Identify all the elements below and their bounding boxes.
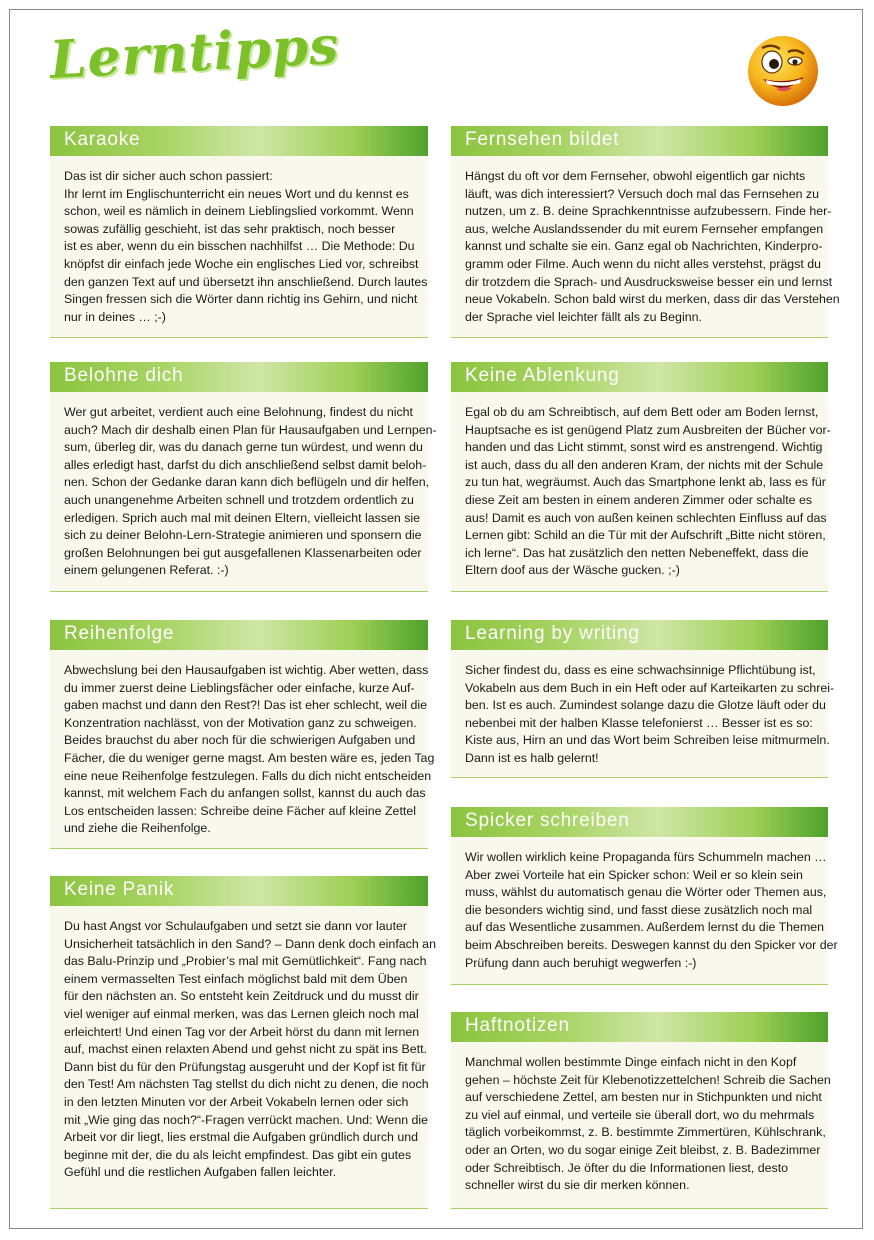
text-line: beginne mit der, die du als leicht empfindest. Das gibt ein gutes	[64, 1147, 412, 1162]
text-line: aus! Damit es auch von außen keinen schlechten Einfluss auf das	[465, 510, 827, 525]
text-line: großen Belohnungen bei gut ausgefallenen Klassenarbeiten oder	[64, 545, 422, 560]
text-line: Vokabeln aus dem Buch in ein Heft oder auf Karteikarten zu schrei-	[465, 680, 835, 695]
text-line: alles erledigt hast, darfst du dich anschließend selbst damit beloh-	[64, 457, 427, 472]
text-line: zu tun hat, wegräumst. Auch das Smartphone lenkt ab, lass es für	[465, 475, 826, 490]
card-text	[451, 392, 831, 580]
text-line: dir trotzdem die Sprach- und Ausdrucksweise besser ein und lernst	[465, 274, 833, 289]
text-line: Singen fressen sich die Wörter dann richtig ins Gehirn, und nicht	[64, 292, 418, 307]
text-line: Sicher findest du, dass es eine schwachsinnige Pflichtübung ist,	[465, 663, 816, 677]
text-line: Hauptsache es ist genügend Platz zum Ausbreiten der Bücher vor-	[465, 422, 831, 437]
text-line: den Test! Am nächsten Tag stellst du dich nicht zu denen, die noch	[64, 1077, 429, 1092]
text-line: Abwechslung bei den Hausaufgaben ist wichtig. Aber wetten, dass	[64, 663, 429, 677]
card-text	[50, 156, 428, 326]
text-line: Dann ist es halb gelernt!	[465, 750, 599, 765]
text-line: oder an Orten, wo du sogar einige Zeit bleibst, z. B. Badezimmer	[465, 1142, 821, 1157]
tip-card-belohne-dich	[50, 362, 437, 592]
text-line: das Balu-Prinzip und „Probier’s mal mit Gemütlichkeit“. Fang nach	[64, 954, 427, 969]
text-line: ich lerne“. Das hat zusätzlich den netten Nebeneffekt, dass die	[465, 545, 809, 560]
text-line: erleichtert! Und einen Tag vor der Arbeit hörst du dann mit lernen	[64, 1024, 420, 1039]
text-line: Unsicherheit tatsächlich in den Sand? – Dann denk doch einfach an	[64, 936, 436, 951]
text-line: knöpfst dir einfach jede Woche ein englisches Lied vor, schreibst	[64, 256, 419, 271]
text-line: kannst und schalte sie ein. Ganz egal ob Nachrichten, Kinderpro-	[465, 239, 823, 254]
tip-card-karaoke	[50, 126, 428, 338]
text-line: gaben machst und dann den Rest?! Das ist eher schlecht, weil die	[64, 698, 427, 713]
text-line: ist es aber, wenn du ein bisschen nachhilfst … Die Methode: Du	[64, 239, 415, 254]
tip-card-haftnotizen	[451, 1012, 831, 1209]
text-line: schneller wirst du sie dir merken können.	[465, 1178, 690, 1193]
text-line: Los entscheiden lassen: Schreibe deine Fächer auf kleine Zettel	[64, 803, 416, 818]
text-line: aus, welche Auslandssender du mit eurem Fernseher empfangen	[465, 221, 824, 236]
tip-card-keine-panik	[50, 876, 436, 1209]
text-line: ben. Ist es auch. Zumindest solange dazu die Glotze läuft oder du	[465, 698, 826, 713]
text-line: Lernen gibt: Schild an die Tür mit der Aufschrift „Bitte nicht stören,	[465, 528, 826, 543]
text-line: Beides brauchst du aber noch für die schwierigen Aufgaben und	[64, 733, 416, 748]
text-line: auch? Mach dir deshalb einen Plan für Hausaufgaben und Lernpen-	[64, 422, 437, 437]
text-line: Egal ob du am Schreibtisch, auf dem Bett oder am Boden lernst,	[465, 405, 819, 419]
text-line: Eltern doof aus der Wäsche gucken. ;-)	[465, 563, 680, 578]
text-line: ist auch, dass du all den anderen Kram, der nichts mit der Schule	[465, 457, 824, 472]
card-text	[50, 650, 435, 838]
page-title: Lerntipps	[48, 14, 341, 91]
card-title: Keine Panik	[50, 876, 428, 906]
text-line: nur in deines … ;-)	[64, 309, 166, 324]
text-line: diese Zeit am besten in einem anderen Zimmer oder schalte es	[465, 492, 813, 507]
text-line: Aber zwei Vorteile hat ein Spicker schon: Weil er so klein sein	[465, 867, 803, 882]
text-line: einem gelungenen Referat. :-)	[64, 563, 229, 578]
card-text	[451, 156, 840, 326]
card-title: Reihenfolge	[50, 620, 428, 650]
card-title: Learning by writing	[451, 620, 828, 650]
tip-card-fernsehen-bildet	[451, 126, 840, 338]
text-line: Du hast Angst vor Schulaufgaben und setzt sie dann vor lauter	[64, 919, 408, 933]
text-line: beim Abschreiben bereits. Deswegen kannst du den Spicker vor der	[465, 937, 838, 952]
text-line: der Sprache viel leichter fällt als zu Beginn.	[465, 309, 702, 324]
tip-card-keine-ablenkung	[451, 362, 831, 592]
text-line: Wer gut arbeitet, verdient auch eine Belohnung, findest du nicht	[64, 405, 414, 419]
text-line: einem vermasselten Test einfach möglichst bald mit dem Üben	[64, 971, 408, 986]
text-line: läuft, was dich interessiert? Versuch doch mal das Fernsehen zu	[465, 186, 820, 201]
text-line: Konzentration nachlässt, von der Motivation ganz zu schweigen.	[64, 715, 417, 730]
text-line: und ziehe die Reihenfolge.	[64, 821, 211, 836]
card-title: Keine Ablenkung	[451, 362, 828, 392]
tip-card-learning-by-writing	[451, 620, 835, 778]
text-line: auf das Wesentliche zusammen. Außerdem lernst du die Themen	[465, 920, 825, 935]
text-line: für den nächsten an. So entsteht kein Zeitdruck und du musst dir	[64, 989, 419, 1004]
text-line: neue Vokabeln. Schon bald wirst du merken, dass dir das Verstehen	[465, 292, 840, 307]
text-line: Kiste aus, Hirn an und das Wort beim Schreiben leise mitmurmeln.	[465, 733, 830, 748]
text-line: Ihr lernt im Englischunterricht ein neues Wort und du kennst es	[64, 186, 409, 201]
card-title: Fernsehen bildet	[451, 126, 828, 156]
text-line: auch unangenehme Arbeiten schnell und trotzdem ordentlich zu	[64, 492, 414, 507]
text-line: Prüfung dann auch beruhigt wegwerfen :-)	[465, 955, 697, 970]
text-line: Hängst du oft vor dem Fernseher, obwohl eigentlich gar nichts	[465, 169, 806, 183]
text-line: sum, überleg dir, was du danach gerne tun würdest, und wenn du	[64, 440, 423, 455]
card-text	[451, 1042, 831, 1195]
text-line: Arbeit vor dir liegt, lies erstmal die Aufgaben gründlich durch und	[64, 1130, 419, 1145]
tip-card-reihenfolge	[50, 620, 435, 849]
text-line: oder Schreibtisch. Je öfter du die Informationen liest, desto	[465, 1160, 789, 1175]
grinning-smiley-face-icon	[746, 34, 820, 108]
card-title: Karaoke	[50, 126, 428, 156]
text-line: sich zu deiner Belohn-Lern-Strategie animieren und sponsern die	[64, 528, 422, 543]
text-line: mit „Wie ging das noch?“-Fragen verrückt machen. Und: Wenn die	[64, 1112, 429, 1127]
text-line: nen. Schon der Gedanke daran kann dich beflügeln und dir helfen,	[64, 475, 430, 490]
text-line: auf, machst einen relaxten Abend und gehst nicht zu spät ins Bett.	[64, 1042, 428, 1057]
text-line: Fächer, die du weniger gerne magst. Am besten wäre es, jeden Tag	[64, 750, 435, 765]
text-line: Das ist dir sicher auch schon passiert:	[64, 169, 273, 183]
text-line: kannst, mit welchem Fach du anfangen sollst, kannst du auch das	[64, 786, 426, 801]
text-line: Dann bist du für den Prüfungstag ausgeruht und der Kopf ist fit für	[64, 1059, 426, 1074]
card-text	[50, 906, 436, 1182]
text-line: schon, weil es nämlich in deinem Lieblingslied vorkommt. Wenn	[64, 204, 414, 219]
text-line: gramm oder Filme. Auch wenn du nicht alles verstehst, prägst du	[465, 256, 822, 271]
text-line: nutzen, um z. B. deine Sprachkenntnisse aufzubessern. Finde her-	[465, 204, 832, 219]
text-line: du immer zuerst deine Lieblingsfächer oder einfache, kurze Auf-	[64, 680, 415, 695]
text-line: Wir wollen wirklich keine Propaganda fürs Schummeln machen …	[465, 850, 827, 864]
text-line: Gefühl und die restlichen Aufgaben fallen leichter.	[64, 1165, 337, 1180]
card-text	[50, 392, 437, 580]
text-line: sowas zufällig geschieht, ist das sehr praktisch, noch besser	[64, 221, 396, 236]
text-line: täglich vorbeikommst, z. B. bestimmte Zimmertüren, Kühlschrank,	[465, 1125, 826, 1140]
text-line: in den letzten Minuten vor der Arbeit Vokabeln lernen oder sich	[64, 1094, 409, 1109]
tip-card-spicker-schreiben	[451, 807, 838, 985]
text-line: gehen – höchste Zeit für Klebenotizzettelchen! Schreib die Sachen	[465, 1072, 831, 1087]
text-line: handen und das Licht stimmt, sonst wird es anstrengend. Wichtig	[465, 440, 823, 455]
text-line: eine neue Reihenfolge festzulegen. Falls du dich nicht entscheiden	[64, 768, 432, 783]
text-line: auf verschiedene Zettel, am besten nur in Stichpunkten und nicht	[465, 1090, 822, 1105]
card-title: Haftnotizen	[451, 1012, 828, 1042]
text-line: erledigen. Sprich auch mal mit deinen Eltern, vielleicht lassen sie	[64, 510, 421, 525]
card-text	[451, 650, 835, 768]
text-line: nebenbei mit der halben Klasse telefonierst … Besser ist es so:	[465, 715, 813, 730]
card-text	[451, 837, 838, 972]
text-line: zu viel auf einmal, und verteile sie überall dort, wo du mehrmals	[465, 1107, 815, 1122]
text-line: viel weniger auf einmal merken, was das Lernen gleich noch mal	[64, 1006, 419, 1021]
card-title: Spicker schreiben	[451, 807, 828, 837]
card-title: Belohne dich	[50, 362, 428, 392]
text-line: Manchmal wollen bestimmte Dinge einfach nicht in den Kopf	[465, 1055, 797, 1069]
text-line: muss, wählst du automatisch genau die Wörter oder Themen aus,	[465, 885, 827, 900]
text-line: den ganzen Text auf und übersetzt ihn anschließend. Durch lautes	[64, 274, 428, 289]
text-line: die besonders wichtig sind, und fasst diese zusätzlich noch mal	[465, 902, 813, 917]
